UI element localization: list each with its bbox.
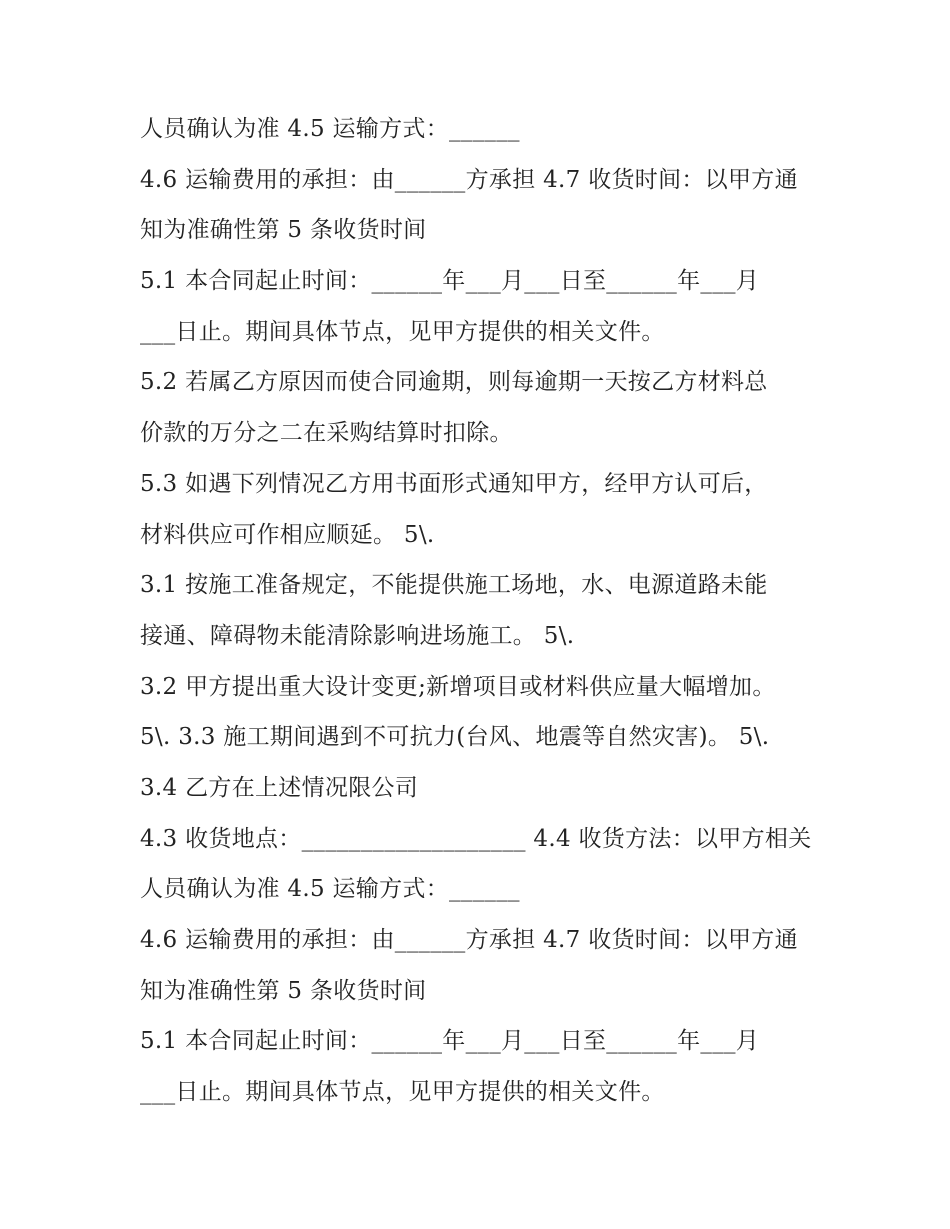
text-line: 5.1 本合同起止时间：______年___月___日至______年___月 [140,268,760,295]
text-line: 5\. 3.3 施工期间遇到不可抗力(台风、地震等自然灾害)。 5\. [140,724,770,751]
text-line: 5.2 若属乙方原因而使合同逾期，则每逾期一天按乙方材料总 [140,369,768,396]
text-line: 人员确认为准 4.5 运输方式：______ [140,116,520,142]
document-body [140,104,840,1118]
text-line: ___日止。期间具体节点，见甲方提供的相关文件。 [140,1079,665,1106]
text-line: 价款的万分之二在采购结算时扣除。 [140,420,513,447]
text-line: 5.1 本合同起止时间：______年___月___日至______年___月 [140,1028,760,1055]
text-line: 4.3 收货地点：___________________ 4.4 收货方法：以甲方相关 [140,825,812,852]
text-line: 4.6 运输费用的承担：由______方承担 4.7 收货时间：以甲方通 [140,927,798,953]
text-line: 材料供应可作相应顺延。 5\. [140,521,435,548]
text-line: 3.1 按施工准备规定，不能提供施工场地，水、电源道路未能 [140,572,768,599]
text-line: 5.3 如遇下列情况乙方用书面形式通知甲方，经甲方认可后， [140,470,768,497]
text-line: 知为准确性第 5 条收货时间 [140,217,427,244]
text-line: 4.6 运输费用的承担：由______方承担 4.7 收货时间：以甲方通 [140,166,798,193]
text-line: 人员确认为准 4.5 运输方式：______ [140,876,520,903]
text-line: 知为准确性第 5 条收货时间 [140,977,427,1004]
text-line: 3.2 甲方提出重大设计变更;新增项目或材料供应量大幅增加。 [140,673,776,700]
text-line: 3.4 乙方在上述情况限公司 [140,774,419,801]
text-line: 接通、障碍物未能清除影响进场施工。 5\. [140,622,575,649]
text-line: ___日止。期间具体节点，见甲方提供的相关文件。 [140,318,665,345]
